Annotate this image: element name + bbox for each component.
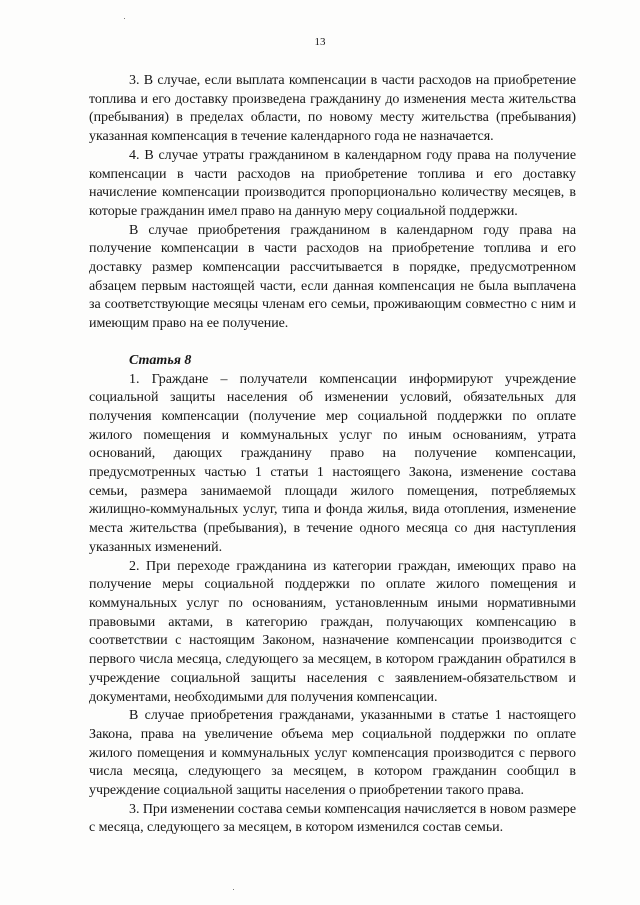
- document-body: [89, 72, 576, 838]
- paragraph: 1. Граждане – получатели компенсации информируют учреждение социальной защиты населения об изменении условий, обязательных для получения компенсации (получение мер социальной поддержки по оплате жилого помещения и коммунальных услуг по иным основаниям, утрата оснований, дающих гражданину право на получение компенсации, предусмотренных частью 1 статьи 1 настоящего Закона, изменение состава семьи, размера занимаемой площади жилого помещения, потребляемых жилищно-коммунальных услуг, типа и фонда жилья, вида отопления, изменение места жительства (пребывания), в течение одного месяца со дня наступления указанных изменений.: [89, 371, 576, 555]
- article-heading: Статья 8: [129, 352, 192, 368]
- paragraph: 3. В случае, если выплата компенсации в части расходов на приобретение топлива и его доставку произведена гражданину до изменения места жительства (пребывания) в пределах области, по новому месту жительства (пребывания) указанная компенсация в течение календарного года не назначается.: [89, 73, 576, 145]
- scan-speck: [233, 889, 234, 890]
- page-number: 13: [314, 36, 326, 48]
- scan-speck: [124, 18, 125, 19]
- paragraph: В случае приобретения гражданами, указанными в статье 1 настоящего Закона, права на увеличение объема мер социальной поддержки по оплате жилого помещения и коммунальных услуг компенсация производится с первого числа месяца, следующего за месяцем, в котором гражданин сообщил в учреждение социальной защиты населения о приобретении такого права.: [89, 708, 576, 799]
- paragraph: 3. При изменении состава семьи компенсация начисляется в новом размере с месяца, следующего за месяцем, в котором изменился состав семьи.: [89, 801, 576, 836]
- paragraph: 4. В случае утраты гражданином в календарном году права на получение компенсации в части расходов на приобретение топлива и его доставку начисление компенсации производится пропорционально количеству месяцев, в которые гражданин имел право на данную меру социальной поддержки.: [89, 147, 576, 219]
- paragraph: В случае приобретения гражданином в календарном году права на получение компенсации в части расходов на приобретение топлива и его доставку размер компенсации рассчитывается в порядке, предусмотренном абзацем первым настоящей части, если данная компенсация не была выплачена за соответствующие месяцы членам его семьи, проживающим совместно с ним и имеющим право на ее получение.: [89, 222, 576, 332]
- paragraph: 2. При переходе гражданина из категории граждан, имеющих право на получение меры социальной поддержки по оплате жилого помещения и коммунальных услуг по основаниям, установленным иными нормативными правовыми актами, в категорию граждан, получающих компенсацию в соответствии с настоящим Законом, назначение компенсации производится с первого числа месяца, следующего за месяцем, в котором гражданин обратился в учреждение социальной защиты населения с заявлением-обязательством и документами, необходимыми для получения компенсации.: [89, 558, 576, 705]
